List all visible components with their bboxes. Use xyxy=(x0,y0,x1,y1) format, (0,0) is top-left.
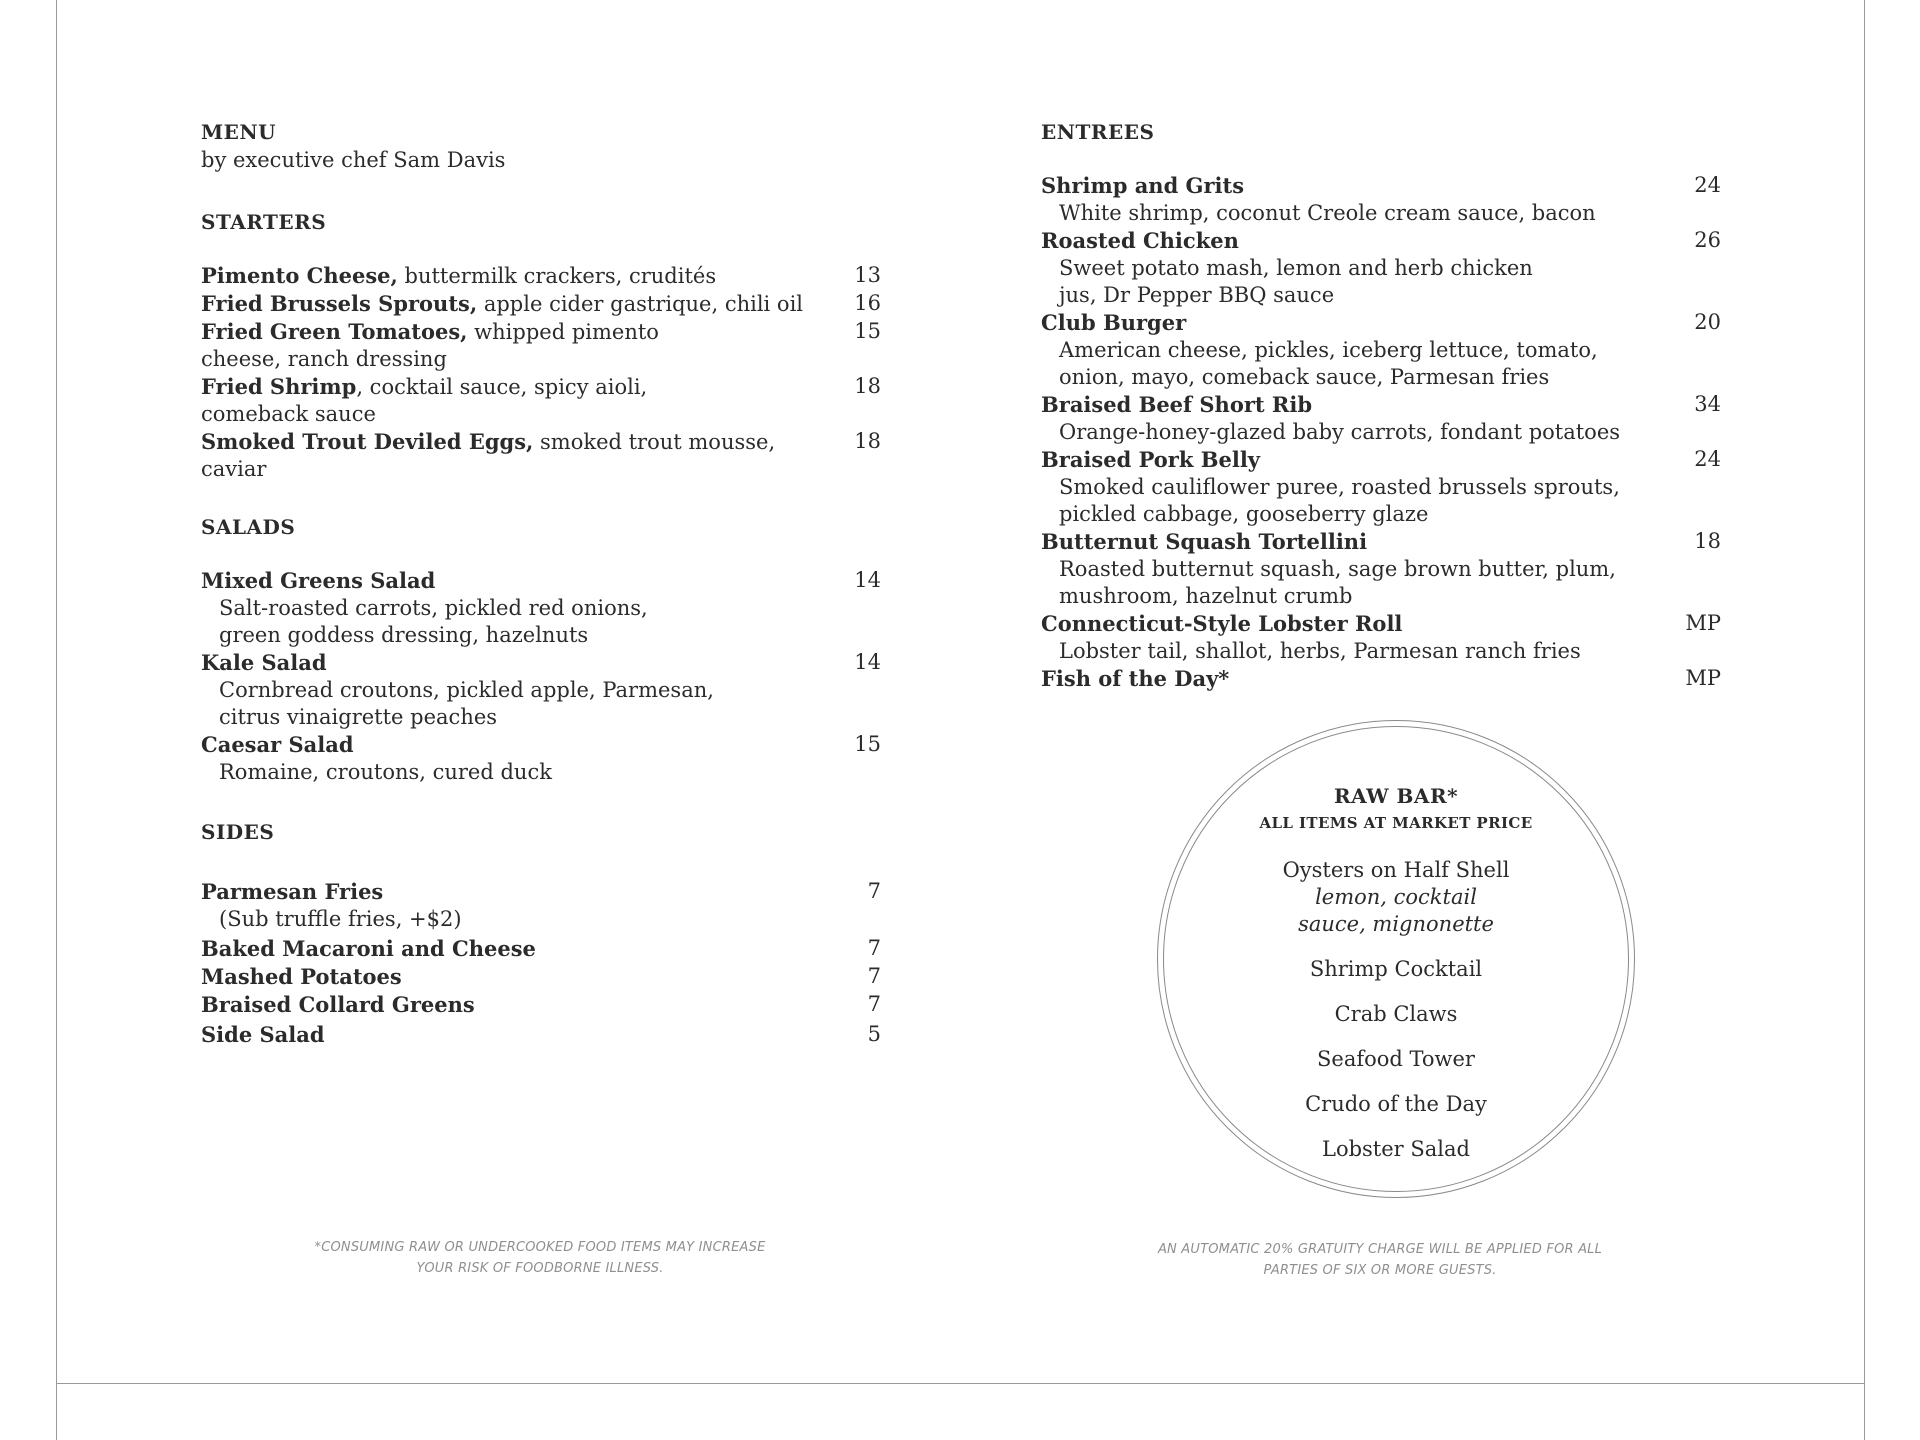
item-price: 34 xyxy=(1694,392,1721,416)
item-description: Romaine, croutons, cured duck xyxy=(219,760,552,784)
item-name: Crudo of the Day xyxy=(1305,1092,1487,1116)
gratuity-note: AN AUTOMATIC 20% GRATUITY CHARGE WILL BE APPLIED FOR ALL PARTIES OF SIX OR MORE GUESTS. xyxy=(1157,1242,1603,1278)
item-description: Sweet potato mash, lemon and herb chicken jus, Dr Pepper BBQ sauce xyxy=(1059,256,1533,307)
item-description: lemon, cocktail sauce, mignonette xyxy=(1298,885,1494,936)
starters-list xyxy=(201,262,881,483)
item-name: Roasted Chicken xyxy=(1041,228,1239,253)
item-name: Fish of the Day* xyxy=(1041,666,1230,691)
item-name: Fried Brussels Sprouts, xyxy=(201,291,478,316)
item-price: 26 xyxy=(1694,228,1721,252)
starter-item xyxy=(201,373,881,428)
item-description: Smoked cauliflower puree, roasted brussels sprouts, pickled cabbage, gooseberry glaze xyxy=(1059,475,1620,526)
item-description: apple cider gastrique, chili oil xyxy=(477,292,803,316)
side-item xyxy=(201,1021,881,1049)
item-name: Butternut Squash Tortellini xyxy=(1041,529,1368,554)
sides-list xyxy=(201,878,881,1049)
item-price: 18 xyxy=(1694,529,1721,553)
item-description: Salt-roasted carrots, pickled red onions, green goddess dressing, hazelnuts xyxy=(219,596,648,647)
menu-subtitle: by executive chef Sam Davis xyxy=(201,148,506,172)
item-name: Club Burger xyxy=(1041,310,1187,335)
menu-title: MENU xyxy=(201,120,277,144)
raw-bar-subtitle: ALL ITEMS AT MARKET PRICE xyxy=(1259,814,1533,832)
item-name: Pimento Cheese, xyxy=(201,263,398,288)
item-description: Cornbread croutons, pickled apple, Parmesan, citrus vinaigrette peaches xyxy=(219,678,714,729)
raw-food-warning: *CONSUMING RAW OR UNDERCOOKED FOOD ITEMS MAY INCREASE YOUR RISK OF FOODBORNE ILLNESS. xyxy=(314,1240,766,1276)
item-price: 5 xyxy=(867,1022,881,1046)
item-description: Orange-honey-glazed baby carrots, fondant potatoes xyxy=(1059,420,1621,444)
raw-bar-item xyxy=(1196,1046,1596,1073)
raw-bar-item xyxy=(1196,857,1596,938)
item-price: 7 xyxy=(867,992,881,1016)
item-price: 7 xyxy=(867,964,881,988)
raw-bar-panel xyxy=(1196,783,1596,1175)
entrees-list xyxy=(1041,172,1721,693)
right-column xyxy=(1041,118,1721,693)
item-description: Roasted butternut squash, sage brown butter, plum, mushroom, hazelnut crumb xyxy=(1059,557,1616,608)
item-price: 24 xyxy=(1694,173,1721,197)
item-price: 16 xyxy=(854,291,881,315)
item-price: 18 xyxy=(854,374,881,398)
raw-bar-item xyxy=(1196,1091,1596,1118)
starters-heading: STARTERS xyxy=(201,210,327,234)
item-name: Mashed Potatoes xyxy=(201,964,402,989)
item-name: Braised Beef Short Rib xyxy=(1041,392,1313,417)
entree-item xyxy=(1041,665,1721,693)
item-name: Shrimp Cocktail xyxy=(1309,957,1483,981)
starter-item xyxy=(201,318,881,373)
item-description: Lobster tail, shallot, herbs, Parmesan ranch fries xyxy=(1059,639,1581,663)
item-price: 7 xyxy=(867,879,881,903)
side-item xyxy=(201,878,881,933)
item-price: 20 xyxy=(1694,310,1721,334)
item-name: Braised Collard Greens xyxy=(201,992,475,1017)
item-name: Fried Shrimp xyxy=(201,374,357,399)
item-description: (Sub truffle fries, +$2) xyxy=(219,907,462,931)
item-description: smoked trout mousse, caviar xyxy=(201,430,776,481)
item-price: 15 xyxy=(854,732,881,756)
item-price: 18 xyxy=(854,429,881,453)
item-name: Fried Green Tomatoes, xyxy=(201,319,468,344)
salad-item xyxy=(201,731,881,786)
item-name: Mixed Greens Salad xyxy=(201,568,436,593)
item-name: Kale Salad xyxy=(201,650,327,675)
side-item xyxy=(201,963,881,991)
item-name: Seafood Tower xyxy=(1317,1047,1475,1071)
item-name: Crab Claws xyxy=(1334,1002,1458,1026)
starter-item xyxy=(201,290,881,318)
item-name: Connecticut-Style Lobster Roll xyxy=(1041,611,1403,636)
item-name: Braised Pork Belly xyxy=(1041,447,1261,472)
entree-item xyxy=(1041,172,1721,227)
salads-heading: SALADS xyxy=(201,515,296,539)
item-price: 13 xyxy=(854,263,881,287)
left-column xyxy=(201,118,881,1049)
side-item xyxy=(201,991,881,1019)
page-border-left xyxy=(56,0,57,1440)
page-border-bottom xyxy=(56,1383,1864,1384)
item-name: Side Salad xyxy=(201,1022,325,1047)
item-description: , cocktail sauce, spicy aioli, comeback sauce xyxy=(201,375,648,426)
item-price: 14 xyxy=(854,650,881,674)
item-price: 14 xyxy=(854,568,881,592)
side-item xyxy=(201,935,881,963)
item-price: 15 xyxy=(854,319,881,343)
item-name: Shrimp and Grits xyxy=(1041,173,1245,198)
raw-bar-item xyxy=(1196,1136,1596,1163)
raw-bar-title: RAW BAR* xyxy=(1333,784,1459,808)
item-description: American cheese, pickles, iceberg lettuce, tomato, onion, mayo, comeback sauce, Parmesan fries xyxy=(1059,338,1598,389)
item-price: MP xyxy=(1685,611,1721,635)
entree-item xyxy=(1041,528,1721,610)
entree-item xyxy=(1041,446,1721,528)
item-name: Baked Macaroni and Cheese xyxy=(201,936,536,961)
item-name: Oysters on Half Shell xyxy=(1282,858,1510,882)
item-price: 24 xyxy=(1694,447,1721,471)
item-name: Parmesan Fries xyxy=(201,879,384,904)
item-name: Lobster Salad xyxy=(1322,1137,1470,1161)
raw-bar-item xyxy=(1196,956,1596,983)
salad-item xyxy=(201,567,881,649)
item-name: Smoked Trout Deviled Eggs, xyxy=(201,429,534,454)
item-price: 7 xyxy=(867,936,881,960)
item-price: MP xyxy=(1685,666,1721,690)
item-description: buttermilk crackers, crudités xyxy=(397,264,717,288)
page-border-right xyxy=(1864,0,1865,1440)
item-description: whipped pimento cheese, ranch dressing xyxy=(201,320,659,371)
item-name: Caesar Salad xyxy=(201,732,354,757)
entree-item xyxy=(1041,309,1721,391)
entree-item xyxy=(1041,391,1721,446)
salad-item xyxy=(201,649,881,731)
starter-item xyxy=(201,262,881,290)
salads-list xyxy=(201,567,881,786)
raw-bar-item xyxy=(1196,1001,1596,1028)
item-description: White shrimp, coconut Creole cream sauce, bacon xyxy=(1059,201,1596,225)
sides-heading: SIDES xyxy=(201,820,275,844)
starter-item xyxy=(201,428,881,483)
entree-item xyxy=(1041,610,1721,665)
entree-item xyxy=(1041,227,1721,309)
entrees-heading: ENTREES xyxy=(1041,120,1155,144)
